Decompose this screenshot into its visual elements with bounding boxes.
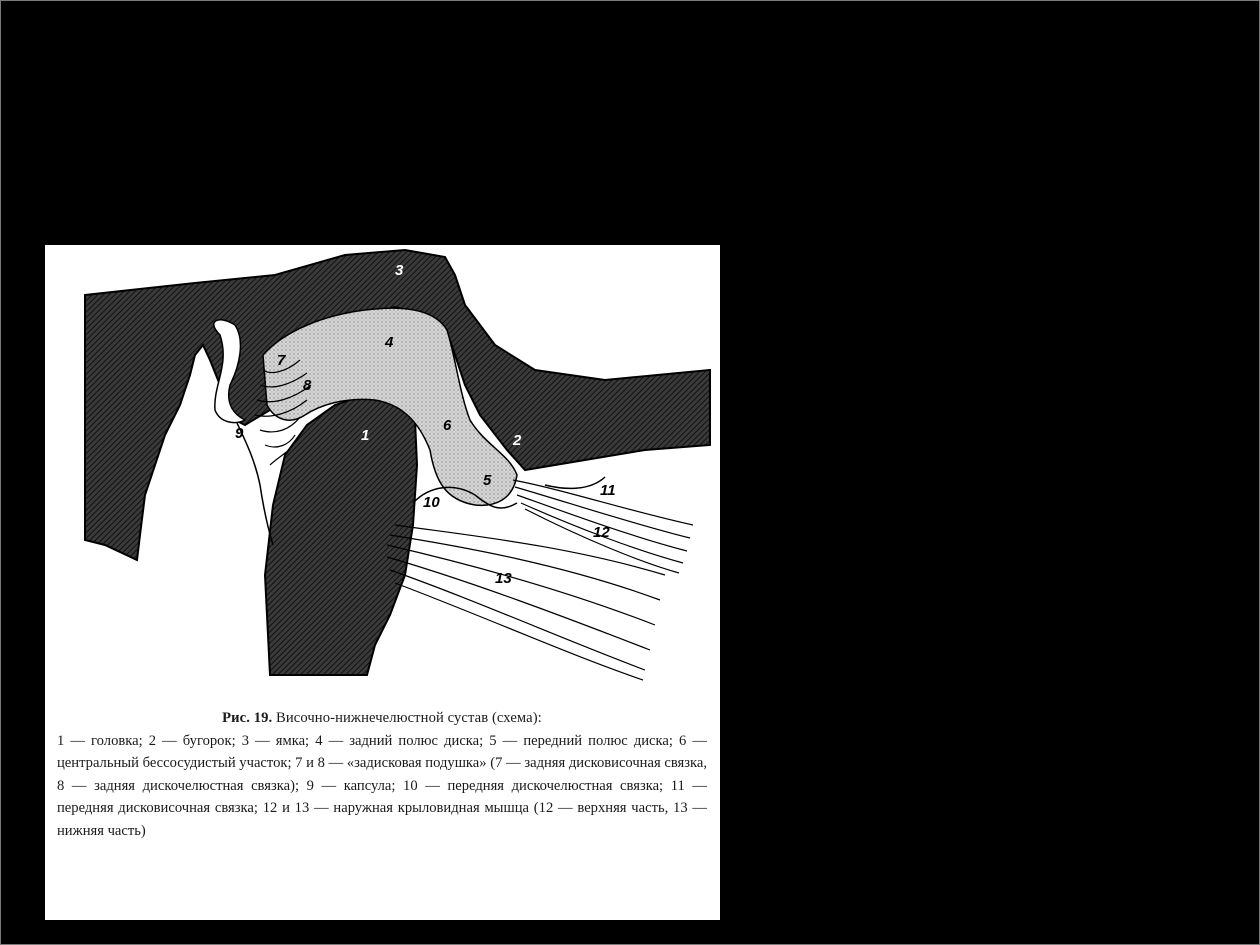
label-9: 9 — [235, 425, 244, 442]
label-10: 10 — [423, 494, 440, 511]
label-12: 12 — [593, 524, 610, 541]
tmj-diagram — [45, 245, 720, 695]
label-7: 7 — [277, 352, 286, 369]
label-13: 13 — [495, 570, 512, 587]
anterior-discotemporal-ligament — [545, 477, 605, 488]
mandible-condyle — [265, 395, 417, 675]
caption-title: Височно-нижнечелюстной сустав (схема): — [276, 710, 542, 726]
label-1: 1 — [361, 427, 370, 444]
label-8: 8 — [303, 377, 312, 394]
caption-title-line — [57, 707, 707, 730]
caption-body: 1 — головка; 2 — бугорок; 3 — ямка; 4 — задний полюс диска; 5 — передний полюс диска; 6 — центральный бессосудистый участок; 7 и 8 — «задисковая подушка» (7 — задняя дисковисочная связка, 8 — задняя дискочелюстная связка); 9 — капсула; 10 — передняя дискочелюстная связка; 11 — передняя дисковисочная связка; 12 и 13 — наружная крыловидная мышца (12 — верхняя часть, 13 — нижняя часть) — [57, 732, 707, 839]
label-3: 3 — [395, 262, 404, 279]
label-4: 4 — [385, 334, 394, 351]
label-5: 5 — [483, 472, 492, 489]
label-2: 2 — [513, 432, 522, 449]
figure-caption — [57, 707, 707, 843]
figure-panel — [45, 245, 720, 920]
pterygoid-inferior — [387, 525, 665, 680]
label-11: 11 — [600, 482, 616, 499]
caption-fig-number: Рис. 19. — [222, 710, 273, 726]
label-6: 6 — [443, 417, 452, 434]
